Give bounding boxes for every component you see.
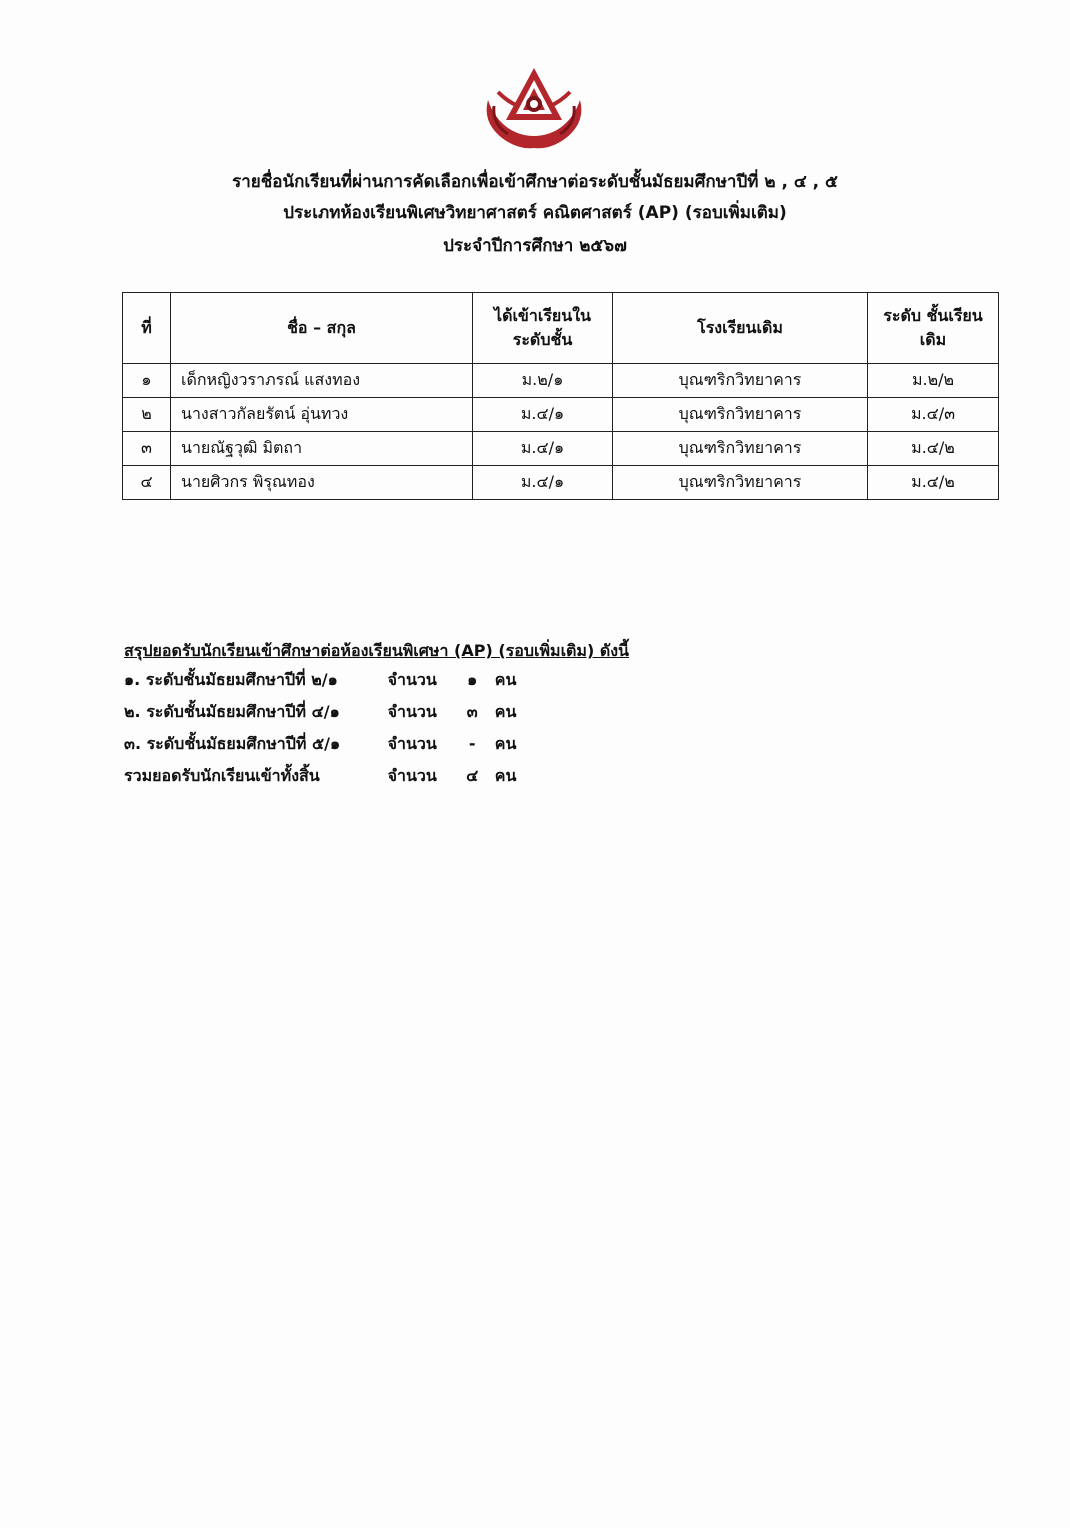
cell-school: บุณฑริกวิทยาคาร: [613, 432, 868, 466]
header-school: โรงเรียนเดิม: [613, 293, 868, 364]
title-line-1: รายชื่อนักเรียนที่ผ่านการคัดเลือกเพื่อเข้าศึกษาต่อระดับชั้นมัธยมศึกษาปีที่ ๒ , ๔ , ๕: [232, 172, 838, 192]
summary-amount-label: จำนวน: [387, 702, 437, 721]
summary-line: [124, 664, 629, 696]
header-name: ชื่อ – สกุล: [171, 293, 473, 364]
summary-count: -: [468, 734, 476, 753]
summary-section: [124, 638, 629, 792]
header-prev-grade: ระดับ ชั้นเรียนเดิม: [868, 293, 999, 364]
cell-no: ๑: [123, 364, 171, 398]
cell-name: เด็กหญิงวราภรณ์ แสงทอง: [171, 364, 473, 398]
cell-name: นายศิวกร พิรุณทอง: [171, 466, 473, 500]
header-grade: ได้เข้าเรียนใน ระดับชั้น: [473, 293, 613, 364]
cell-school: บุณฑริกวิทยาคาร: [613, 466, 868, 500]
cell-prev-grade: ม.๔/๓: [868, 398, 999, 432]
table-row: [123, 466, 999, 500]
summary-title: สรุปยอดรับนักเรียนเข้าศึกษาต่อห้องเรียนพิเศษา (AP) (รอบเพิ่มเติม) ดังนี้: [124, 641, 629, 660]
summary-total-label: รวมยอดรับนักเรียนเข้าทั้งสิ้น: [124, 766, 320, 785]
table-row: [123, 432, 999, 466]
cell-no: ๓: [123, 432, 171, 466]
summary-line-label: ๓. ระดับชั้นมัธยมศึกษาปีที่ ๕/๑: [124, 734, 341, 753]
summary-total-amount-label: จำนวน: [387, 766, 437, 785]
header-no: ที่: [123, 293, 171, 364]
cell-prev-grade: ม.๔/๒: [868, 466, 999, 500]
student-table: [122, 292, 999, 500]
cell-name: นางสาวกัลยรัตน์ อุ่นทวง: [171, 398, 473, 432]
cell-grade: ม.๔/๑: [473, 466, 613, 500]
summary-amount-label: จำนวน: [387, 670, 437, 689]
cell-school: บุณฑริกวิทยาคาร: [613, 364, 868, 398]
table-header-row: [123, 293, 999, 364]
summary-line: [124, 728, 629, 760]
cell-school: บุณฑริกวิทยาคาร: [613, 398, 868, 432]
summary-line: [124, 696, 629, 728]
title-line-2: ประเภทห้องเรียนพิเศษวิทยาศาสตร์ คณิตศาสตร์ (AP) (รอบเพิ่มเติม): [283, 203, 787, 223]
summary-line-label: ๒. ระดับชั้นมัธยมศึกษาปีที่ ๔/๑: [124, 702, 340, 721]
summary-count: ๑: [467, 670, 478, 689]
summary-line-label: ๑. ระดับชั้นมัธยมศึกษาปีที่ ๒/๑: [124, 670, 338, 689]
cell-grade: ม.๔/๑: [473, 432, 613, 466]
table-row: [123, 364, 999, 398]
summary-total-count: ๔: [466, 766, 479, 785]
summary-unit: คน: [494, 734, 517, 753]
cell-prev-grade: ม.๒/๒: [868, 364, 999, 398]
cell-name: นายณัฐวุฒิ มิตถา: [171, 432, 473, 466]
summary-total-line: [124, 760, 629, 792]
cell-grade: ม.๒/๑: [473, 364, 613, 398]
cell-prev-grade: ม.๔/๒: [868, 432, 999, 466]
title-line-3: ประจำปีการศึกษา ๒๕๖๗: [443, 236, 627, 256]
summary-unit: คน: [494, 702, 517, 721]
cell-no: ๒: [123, 398, 171, 432]
summary-total-unit: คน: [494, 766, 517, 785]
summary-unit: คน: [494, 670, 517, 689]
cell-grade: ม.๔/๑: [473, 398, 613, 432]
table-row: [123, 398, 999, 432]
cell-no: ๔: [123, 466, 171, 500]
school-emblem-logo: [478, 62, 590, 152]
summary-count: ๓: [466, 702, 478, 721]
summary-amount-label: จำนวน: [387, 734, 437, 753]
